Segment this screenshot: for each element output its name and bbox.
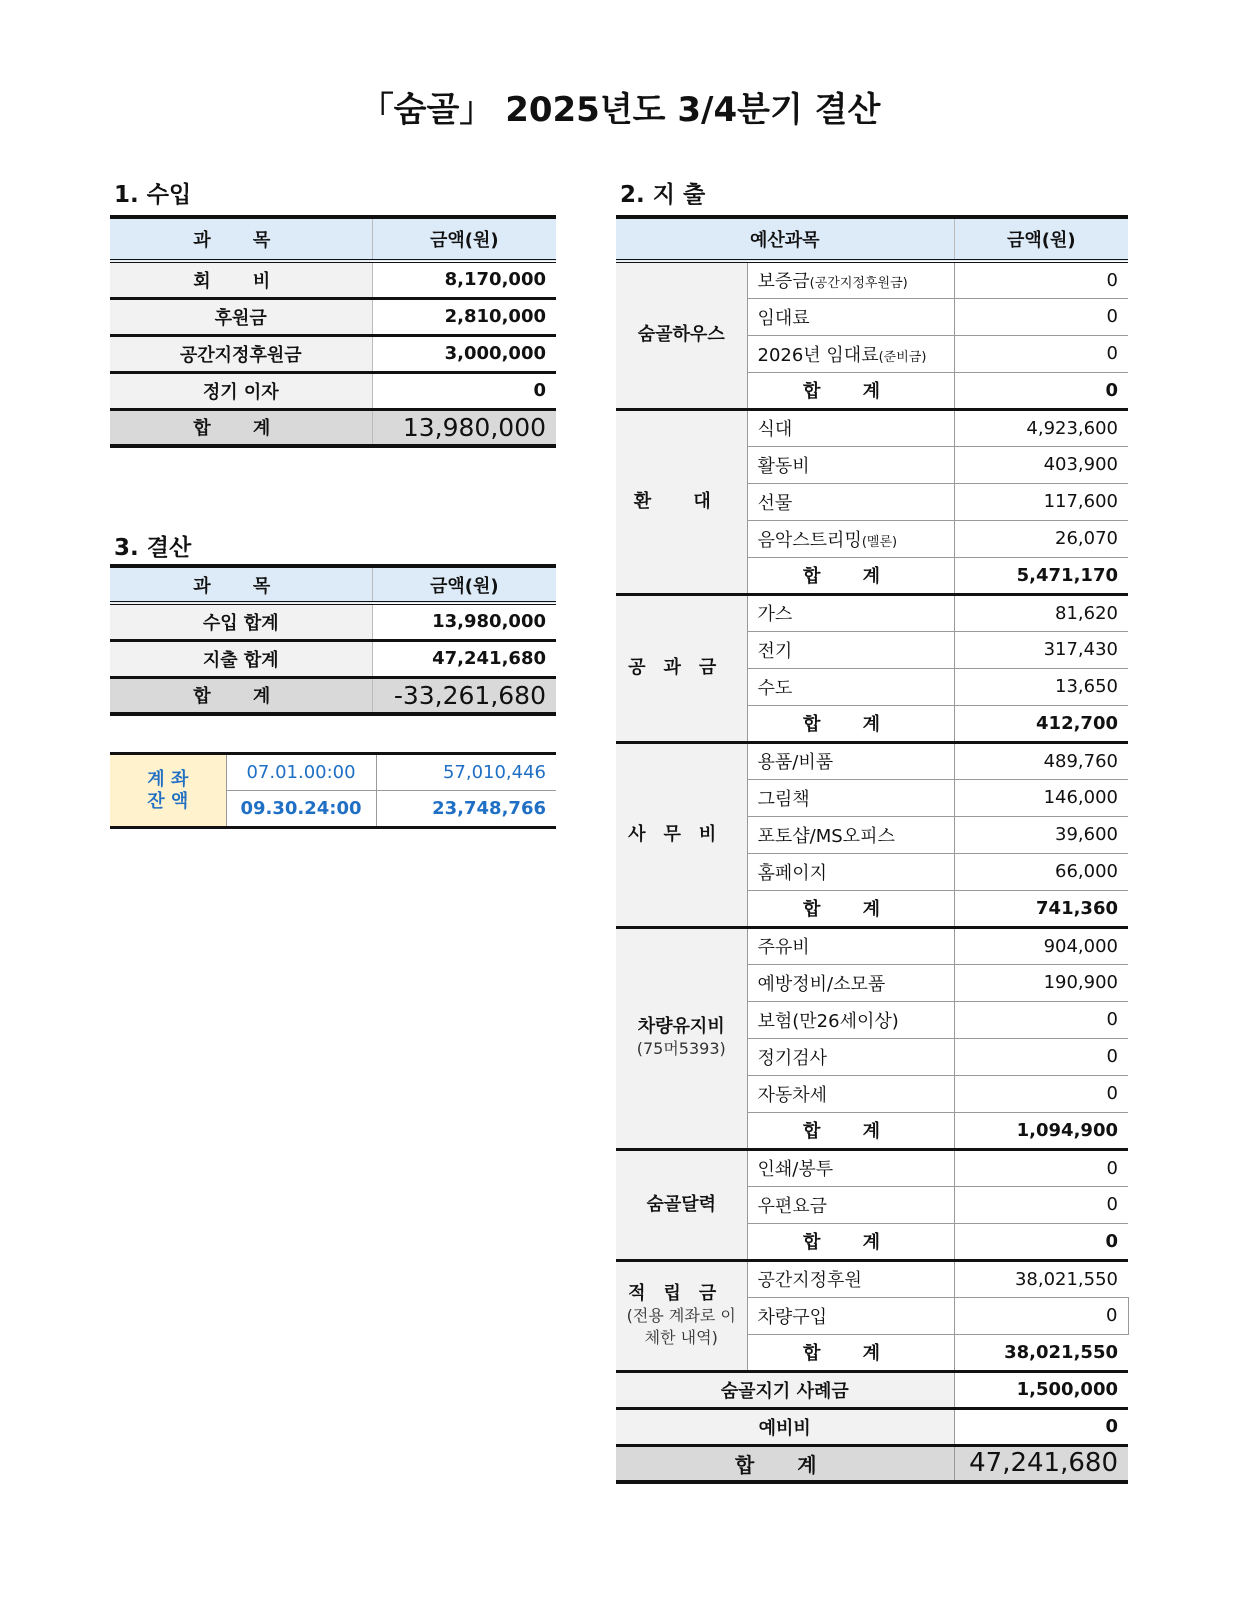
expense-subtotal-amount: 0 xyxy=(954,1223,1128,1260)
expense-table xyxy=(616,215,1129,1484)
expense-category-name: 공과금 xyxy=(628,657,735,678)
income-row xyxy=(110,261,556,298)
expense-item-amount: 904,000 xyxy=(954,927,1128,964)
expense-item-row xyxy=(616,594,1128,631)
expense-item-name: 보험(만26세이상) xyxy=(757,1010,899,1032)
expense-item-label xyxy=(747,1260,954,1297)
income-header-row xyxy=(110,217,556,261)
income-total-row xyxy=(110,409,556,446)
expense-item-name: 예방정비/소모품 xyxy=(757,973,886,995)
income-label: 공간지정후원금 xyxy=(110,335,372,372)
expense-category xyxy=(616,261,747,409)
settlement-total-row xyxy=(110,677,556,714)
income-amount: 0 xyxy=(372,372,556,409)
expense-item-label xyxy=(747,1001,954,1038)
expense-item-name: 보증금 xyxy=(757,271,810,293)
expense-heading: 2. 지 출 xyxy=(620,182,706,208)
expense-item-row xyxy=(616,261,1128,298)
expense-item-label xyxy=(747,261,954,298)
expense-item-amount: 0 xyxy=(954,1038,1128,1075)
expense-item-label xyxy=(747,409,954,446)
expense-item-amount: 0 xyxy=(954,1075,1128,1112)
expense-item-label xyxy=(747,483,954,520)
income-row xyxy=(110,372,556,409)
expense-item-name: 주유비 xyxy=(757,937,810,958)
expense-item-label xyxy=(747,594,954,631)
settlement-label: 지출 합계 xyxy=(110,640,372,677)
expense-item-amount: 489,760 xyxy=(954,742,1128,779)
expense-item-amount: 403,900 xyxy=(954,446,1128,483)
settlement-heading: 3. 결산 xyxy=(114,535,192,561)
expense-item-label xyxy=(747,298,954,335)
expense-category xyxy=(616,1149,747,1260)
col-amount-header: 금액(원) xyxy=(372,566,556,603)
expense-item-name: 자동차세 xyxy=(757,1084,828,1106)
expense-item-label xyxy=(747,668,954,705)
expense-subtotal-label: 합 계 xyxy=(747,1223,954,1260)
expense-category-name: 환 대 xyxy=(633,490,729,512)
expense-subtotal-amount: 5,471,170 xyxy=(954,557,1128,594)
income-label: 회 비 xyxy=(110,261,372,298)
page-title: 「숨골」 2025년도 3/4분기 결산 xyxy=(359,90,881,130)
expense-subtotal-amount: 38,021,550 xyxy=(954,1334,1128,1371)
income-row xyxy=(110,335,556,372)
expense-item-name: 인쇄/봉투 xyxy=(757,1159,834,1180)
expense-body xyxy=(616,261,1128,1482)
expense-item-amount: 0 xyxy=(954,1149,1128,1186)
expense-item-name: 전기 xyxy=(757,640,793,662)
expense-item-label xyxy=(747,1149,954,1186)
settlement-row xyxy=(110,640,556,677)
expense-grand-total-amount: 47,241,680 xyxy=(954,1445,1128,1482)
income-label: 정기 이자 xyxy=(110,372,372,409)
expense-category xyxy=(616,594,747,742)
expense-item-label xyxy=(747,1186,954,1223)
income-amount: 3,000,000 xyxy=(372,335,556,372)
expense-item-name: 2026년 임대료 xyxy=(757,344,879,366)
expense-item-label xyxy=(747,631,954,668)
settlement-label: 수입 합계 xyxy=(110,603,372,640)
expense-category-name: 사무비 xyxy=(628,823,735,845)
settlement-total-amount: -33,261,680 xyxy=(372,677,556,714)
expense-category-name: 숨골달력 xyxy=(646,1193,717,1215)
expense-subtotal-amount: 412,700 xyxy=(954,705,1128,742)
expense-item-amount: 39,600 xyxy=(954,816,1128,853)
expense-category-note: (전용 계좌로 이체한 내역) xyxy=(626,1305,736,1347)
expense-item-label xyxy=(747,1075,954,1112)
expense-item-note: (공간지정후원금) xyxy=(809,276,908,292)
expense-subtotal-amount: 1,094,900 xyxy=(954,1112,1128,1149)
income-label: 후원금 xyxy=(110,298,372,335)
expense-item-label xyxy=(747,853,954,890)
col-item-header: 예산과목 xyxy=(616,217,954,261)
col-item-header: 과 목 xyxy=(110,566,372,603)
col-amount-header: 금액(원) xyxy=(954,217,1128,261)
account-amount: 23,748,766 xyxy=(432,798,546,819)
expense-category-name: 차량유지비 xyxy=(637,1016,725,1037)
expense-item-name: 포토샵/MS오피스 xyxy=(757,825,895,847)
expense-category xyxy=(616,1260,747,1371)
expense-item-amount: 13,650 xyxy=(954,668,1128,705)
income-heading: 1. 수입 xyxy=(114,182,192,208)
expense-item-amount: 0 xyxy=(954,298,1128,335)
account-balance-label xyxy=(110,754,226,828)
expense-item-label xyxy=(747,964,954,1001)
settlement-row xyxy=(110,603,556,640)
expense-item-label xyxy=(747,1038,954,1075)
expense-item-amount: 0 xyxy=(954,261,1128,298)
account-date: 09.30.24:00 xyxy=(226,791,376,828)
expense-item-name: 우편요금 xyxy=(757,1195,828,1217)
expense-item-name: 임대료 xyxy=(757,307,810,329)
expense-single-label: 예비비 xyxy=(616,1408,954,1445)
expense-category xyxy=(616,927,747,1149)
expense-single-label: 숨골지기 사례금 xyxy=(616,1371,954,1408)
expense-item-note: (멜론) xyxy=(861,534,898,550)
expense-item-amount: 81,620 xyxy=(954,594,1128,631)
settlement-header-row xyxy=(110,566,556,603)
expense-subtotal-amount: 741,360 xyxy=(954,890,1128,927)
expense-item-name: 식대 xyxy=(757,419,793,440)
expense-item-amount: 4,923,600 xyxy=(954,409,1128,446)
income-amount: 2,810,000 xyxy=(372,298,556,335)
income-table xyxy=(110,215,556,448)
expense-single-amount: 0 xyxy=(954,1408,1128,1445)
income-total-amount: 13,980,000 xyxy=(372,409,556,446)
expense-category-note: (75머5393) xyxy=(636,1039,726,1058)
expense-item-label xyxy=(747,446,954,483)
expense-item-amount: 317,430 xyxy=(954,631,1128,668)
expense-item-amount: 38,021,550 xyxy=(954,1260,1128,1297)
expense-item-amount: 146,000 xyxy=(954,779,1128,816)
account-date: 07.01.00:00 xyxy=(226,754,376,791)
income-total-label: 합 계 xyxy=(110,409,372,446)
expense-item-name: 정기검사 xyxy=(757,1047,828,1069)
expense-item-row xyxy=(616,742,1128,779)
expense-item-label xyxy=(747,927,954,964)
expense-item-label xyxy=(747,816,954,853)
expense-item-amount: 0 xyxy=(954,1001,1128,1038)
expense-item-label xyxy=(747,779,954,816)
expense-category-name: 적립금 xyxy=(628,1282,735,1304)
income-amount: 8,170,000 xyxy=(372,261,556,298)
expense-item-label xyxy=(747,335,954,372)
expense-subtotal-label: 합 계 xyxy=(747,1112,954,1149)
expense-item-amount: 117,600 xyxy=(954,483,1128,520)
expense-item-row xyxy=(616,927,1128,964)
settlement-amount: 13,980,000 xyxy=(372,603,556,640)
expense-grand-total-label: 합 계 xyxy=(616,1445,954,1482)
income-row xyxy=(110,298,556,335)
settlement-table xyxy=(110,564,556,716)
expense-item-name: 수도 xyxy=(757,677,793,699)
settlement-total-label: 합 계 xyxy=(110,677,372,714)
expense-item-name: 활동비 xyxy=(757,455,810,477)
expense-category xyxy=(616,409,747,594)
expense-item-row xyxy=(616,409,1128,446)
expense-item-row xyxy=(616,1260,1128,1297)
account-label-line2: 잔 액 xyxy=(147,790,189,812)
expense-category-name: 숨골하우스 xyxy=(637,324,725,346)
expense-item-amount: 0 xyxy=(954,1297,1128,1334)
expense-category xyxy=(616,742,747,927)
account-balance-table xyxy=(110,752,556,829)
expense-item-label xyxy=(747,520,954,557)
expense-item-name: 차량구입 xyxy=(757,1306,828,1328)
expense-item-label xyxy=(747,742,954,779)
expense-single-amount: 1,500,000 xyxy=(954,1371,1128,1408)
col-item-header: 과 목 xyxy=(110,217,372,261)
account-label-line1: 계 좌 xyxy=(147,768,189,790)
col-amount-header: 금액(원) xyxy=(372,217,556,261)
settlement-amount: 47,241,680 xyxy=(372,640,556,677)
expense-item-amount: 26,070 xyxy=(954,520,1128,557)
expense-subtotal-label: 합 계 xyxy=(747,705,954,742)
expense-item-name: 가스 xyxy=(757,604,793,625)
expense-item-note: (준비금) xyxy=(878,349,927,365)
expense-header-row xyxy=(616,217,1128,261)
expense-subtotal-label: 합 계 xyxy=(747,1334,954,1371)
expense-item-name: 음악스트리밍 xyxy=(757,529,862,551)
account-amount: 57,010,446 xyxy=(376,754,556,791)
expense-item-name: 용품/비품 xyxy=(757,752,834,773)
expense-single-row xyxy=(616,1408,1128,1445)
expense-single-row xyxy=(616,1371,1128,1408)
expense-item-name: 공간지정후원 xyxy=(757,1270,862,1291)
expense-item-amount: 0 xyxy=(954,1186,1128,1223)
expense-item-row xyxy=(616,1149,1128,1186)
expense-subtotal-label: 합 계 xyxy=(747,557,954,594)
expense-subtotal-amount: 0 xyxy=(954,372,1128,409)
expense-subtotal-label: 합 계 xyxy=(747,890,954,927)
expense-item-name: 홈페이지 xyxy=(757,862,828,884)
expense-grand-total-row xyxy=(616,1445,1128,1482)
expense-item-amount: 190,900 xyxy=(954,964,1128,1001)
expense-item-label xyxy=(747,1297,954,1334)
expense-item-amount: 66,000 xyxy=(954,853,1128,890)
expense-item-name: 그림책 xyxy=(757,788,810,810)
account-row xyxy=(110,754,556,791)
expense-item-name: 선물 xyxy=(757,492,793,514)
expense-item-amount: 0 xyxy=(954,335,1128,372)
expense-subtotal-label: 합 계 xyxy=(747,372,954,409)
